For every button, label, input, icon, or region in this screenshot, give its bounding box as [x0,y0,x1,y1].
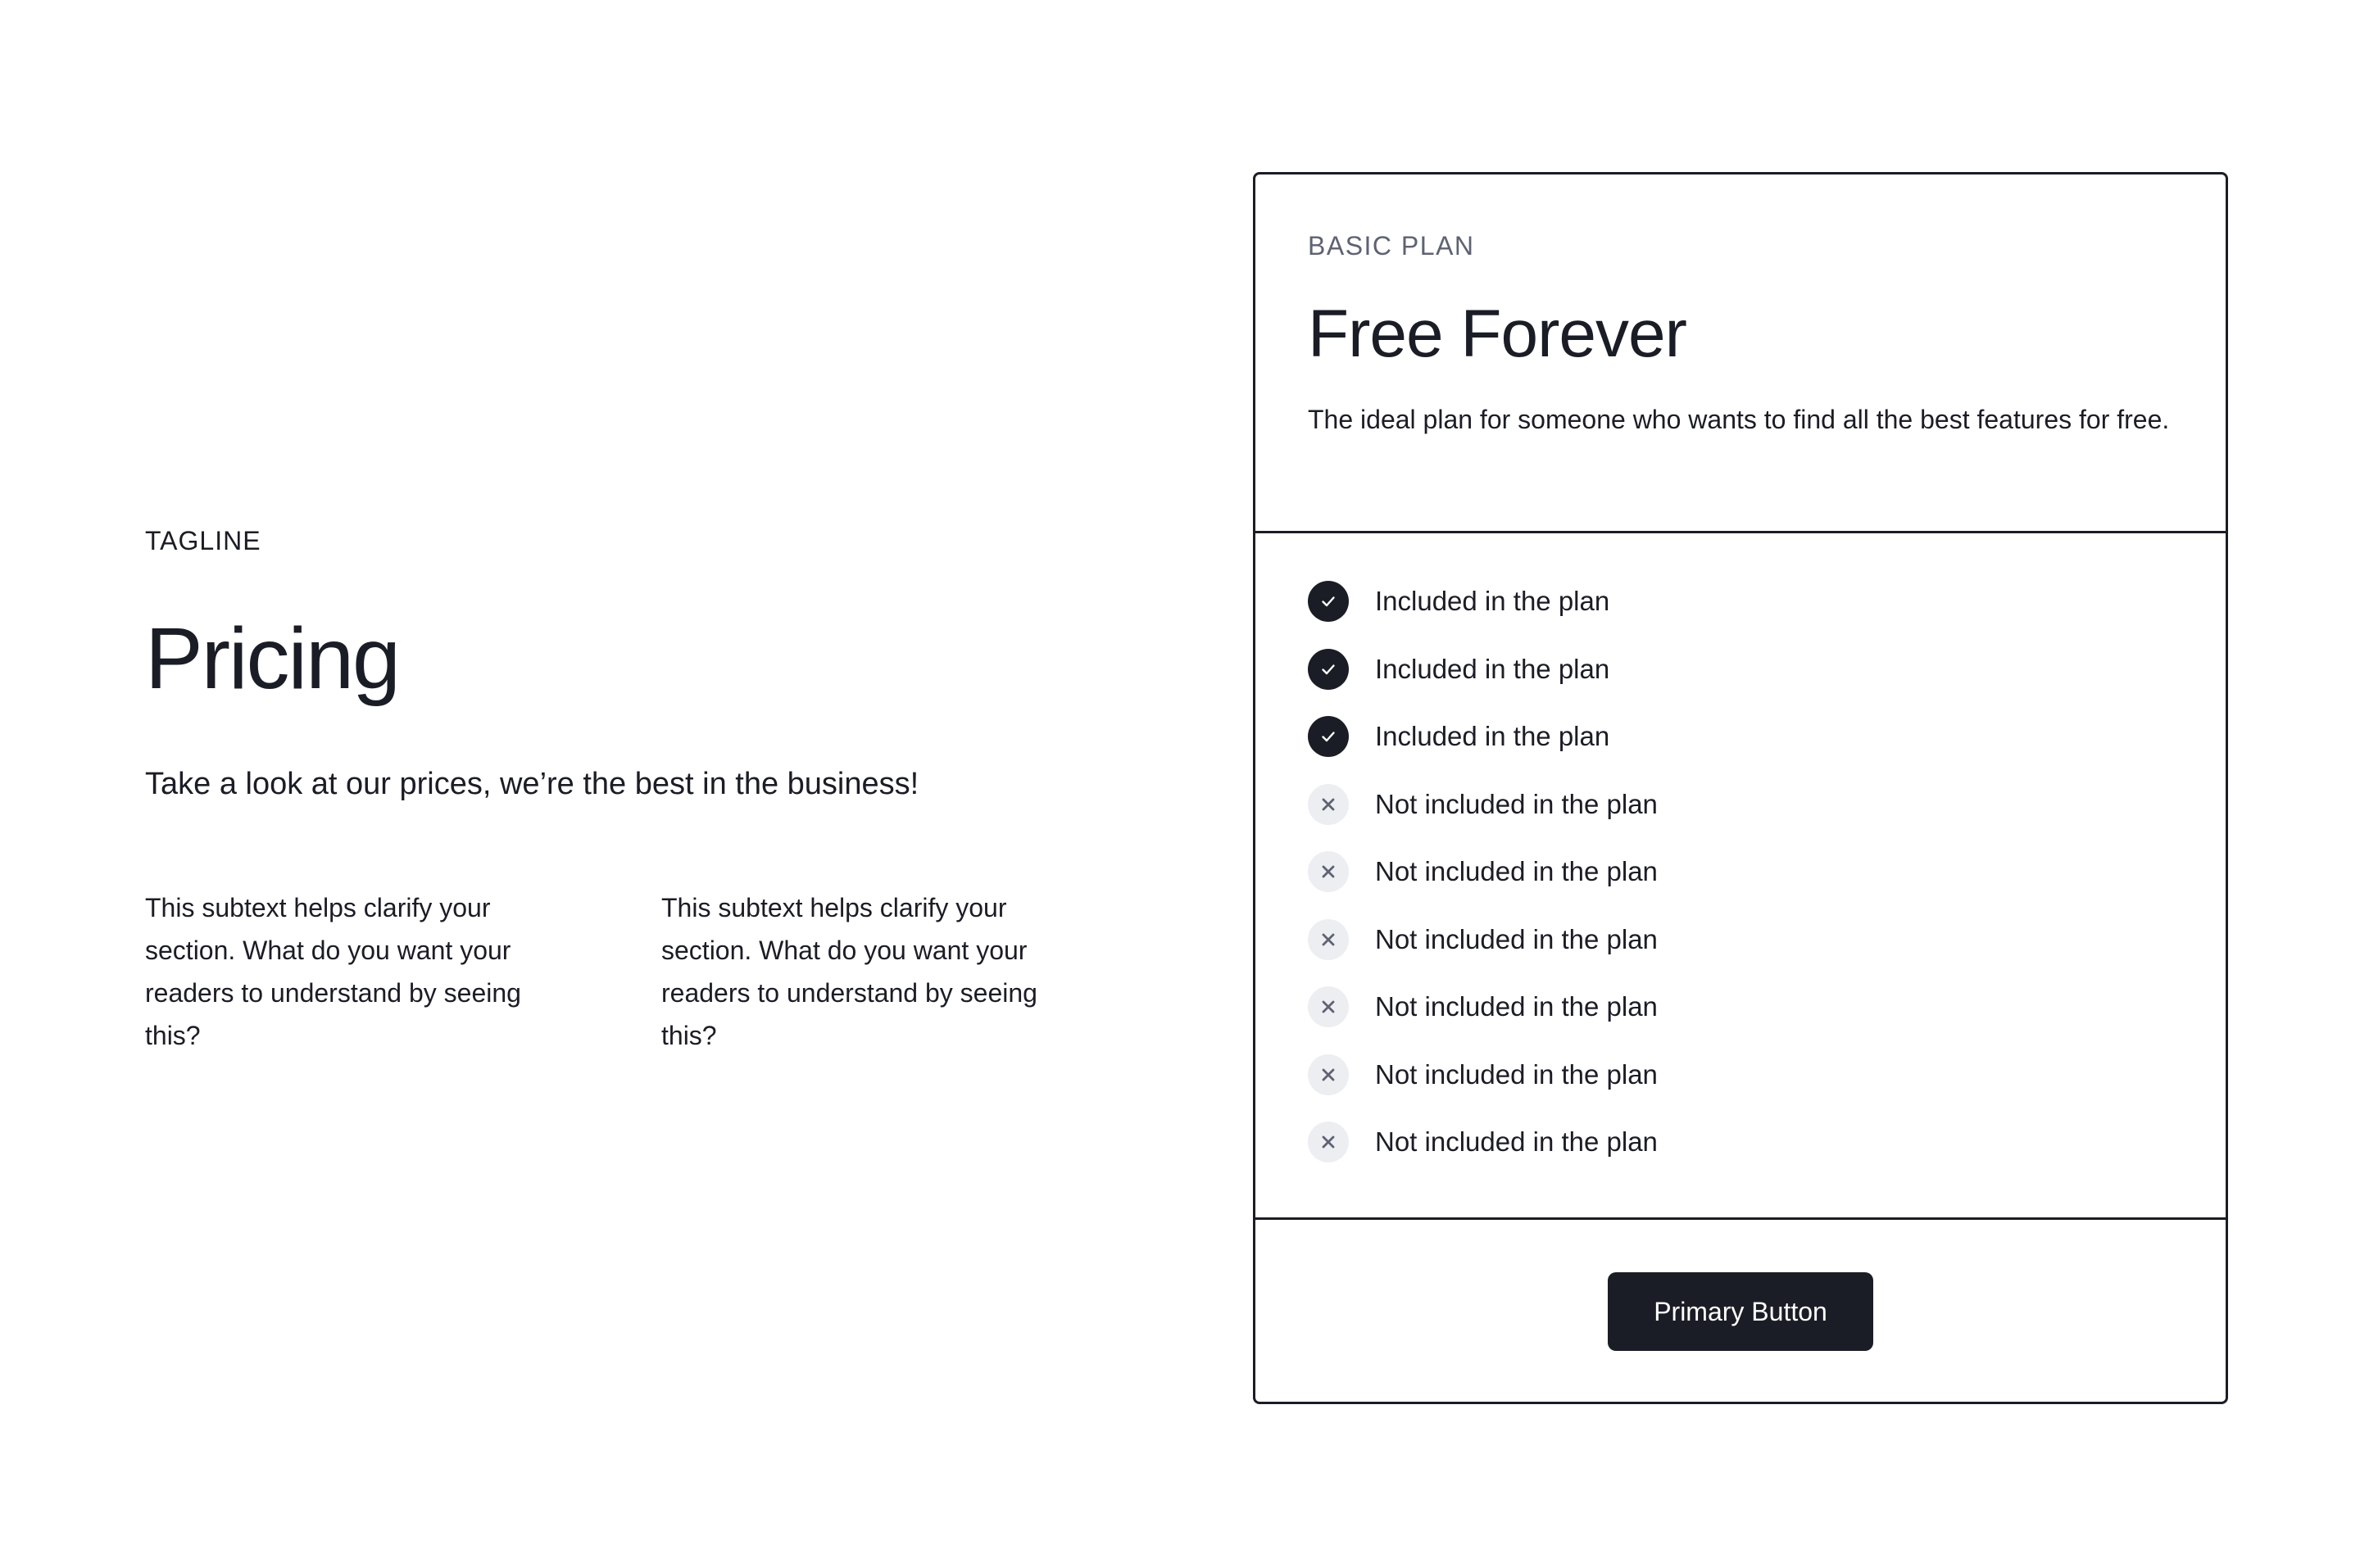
feature-item-included [1308,649,2173,690]
feature-item-excluded [1308,986,2173,1027]
feature-list [1255,533,2226,1220]
close-icon [1308,986,1349,1027]
plan-description: The ideal plan for someone who wants to find all the best features for free. [1308,405,2170,434]
feature-label: Included in the plan [1375,653,1610,684]
subtext-right: This subtext helps clarify your section. What do you want your readers to understand by seeing this? [661,893,1037,1050]
subtext-left: This subtext helps clarify your section. What do you want your readers to understand by seeing this? [145,893,521,1050]
feature-item-included [1308,716,2173,757]
plan-eyebrow: BASIC PLAN [1308,231,1475,261]
pricing-intro [145,524,1112,1057]
feature-item-excluded [1308,919,2173,960]
close-icon [1308,1054,1349,1095]
feature-item-included [1308,581,2173,622]
page-title: Pricing [145,610,400,707]
feature-label: Not included in the plan [1375,788,1658,819]
check-icon [1308,581,1349,622]
primary-button[interactable]: Primary Button [1608,1272,1873,1351]
close-icon [1308,1122,1349,1162]
pricing-card [1253,172,2228,1404]
feature-item-excluded [1308,1054,2173,1095]
close-icon [1308,784,1349,825]
close-icon [1308,919,1349,960]
lead-text: Take a look at our prices, we’re the best in the business! [145,767,919,801]
feature-item-excluded [1308,1122,2173,1162]
feature-label: Not included in the plan [1375,1058,1658,1090]
check-icon [1308,649,1349,690]
feature-label: Included in the plan [1375,721,1610,751]
feature-label: Not included in the plan [1375,991,1658,1022]
feature-item-excluded [1308,851,2173,892]
feature-item-excluded [1308,784,2173,825]
plan-title: Free Forever [1308,297,1686,371]
feature-label: Not included in the plan [1375,923,1658,954]
feature-label: Not included in the plan [1375,856,1658,886]
pricing-card-footer [1255,1220,2226,1400]
feature-label: Included in the plan [1375,586,1610,616]
tagline: TAGLINE [145,526,261,555]
check-icon [1308,716,1349,757]
subtext-columns [145,886,1112,1057]
feature-label: Not included in the plan [1375,1126,1658,1157]
pricing-card-header [1255,174,2226,533]
close-icon [1308,851,1349,892]
